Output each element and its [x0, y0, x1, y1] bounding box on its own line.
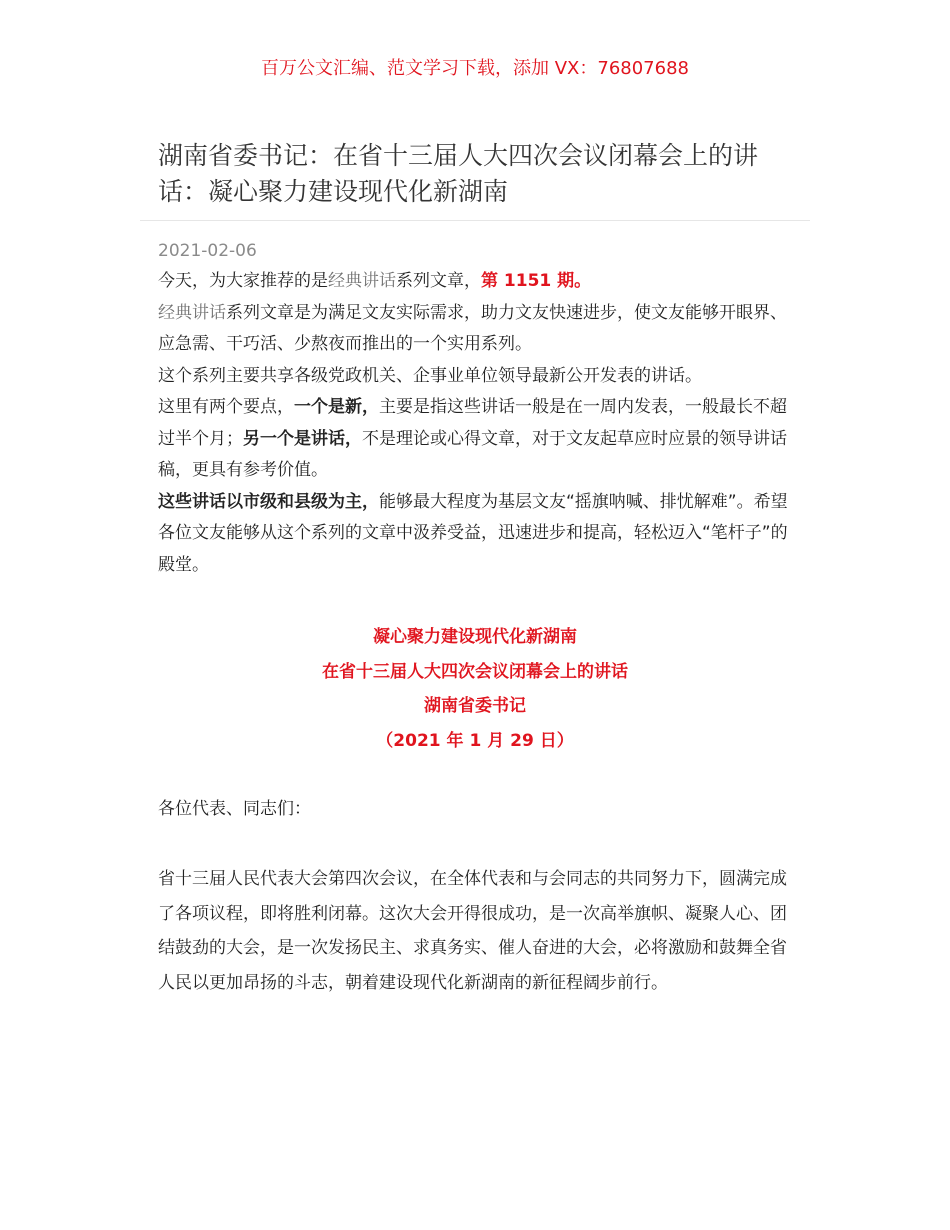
- speech-occasion: 在省十三届人大四次会议闭幕会上的讲话: [322, 661, 628, 682]
- title-divider: [140, 220, 810, 221]
- intro-paragraph-4: [158, 392, 798, 487]
- intro-paragraph-3: 这个系列主要共享各级党政机关、企事业单位领导最新公开发表的讲话。: [158, 365, 702, 386]
- point-speech: 另一个是讲话，: [243, 428, 362, 449]
- intro-p1-prefix: 今天，为大家推荐的是: [158, 271, 328, 291]
- speech-heading: [0, 620, 950, 758]
- issue-number: 第 1151 期。: [481, 271, 592, 291]
- intro-section: [158, 266, 798, 581]
- article-title: 湖南省委书记：在省十三届人大四次会议闭幕会上的讲话：凝心聚力建设现代化新湖南: [158, 141, 759, 206]
- intro-p5-bold: 这些讲话以市级和县级为主，: [158, 491, 379, 512]
- intro-paragraph-1: [158, 266, 798, 298]
- publish-date: 2021-02-06: [158, 241, 257, 261]
- watermark-text: 百万公文汇编、范文学习下载，添加 VX：76807688: [261, 58, 689, 79]
- salutation: 各位代表、同志们：: [158, 799, 311, 819]
- intro-p1-mid: 系列文章，: [396, 271, 481, 291]
- intro-p4-e: 不是理论或心得文章，对于文友起草应时应景的领导讲话稿，更具有参考价值。: [158, 428, 787, 480]
- intro-p5-rest: 能够最大程度为基层文友“摇旗呐喊、排忧解难”。希望各位文友能够从这个系列的文章中汲养受益，迅速进步和提高，轻松迈入“笔杆子”的殿堂。: [158, 491, 788, 575]
- speech-date: （2021 年 1 月 29 日）: [376, 730, 574, 751]
- point-new: 一个是新，: [294, 397, 379, 417]
- series-name: 经典讲话: [328, 271, 396, 291]
- intro-p4-a: 这里有两个要点，: [158, 397, 294, 417]
- intro-p4-c: 主要是指这些讲话一般是在一周内发表，一般最长不超过半个月；: [158, 397, 787, 449]
- intro-p2-rest: 系列文章是为满足文友实际需求，助力文友快速进步，使文友能够开眼界、应急需、干巧活、少熬夜而推出的一个实用系列。: [158, 302, 787, 354]
- speech-paragraph: 省十三届人民代表大会第四次会议，在全体代表和与会同志的共同努力下，圆满完成了各项议程，即将胜利闭幕。这次大会开得很成功，是一次高举旗帜、凝聚人心、团结鼓劲的大会，是一次发扬民主、求真务实、催人奋进的大会，必将激励和鼓舞全省人民以更加昂扬的斗志，朝着建设现代化新湖南的新征程阔步前行。: [158, 869, 787, 993]
- series-name: 经典讲话: [158, 302, 226, 323]
- speech-title: 凝心聚力建设现代化新湖南: [373, 627, 577, 647]
- intro-paragraph-2: [158, 298, 798, 361]
- speaker: 湖南省委书记: [424, 696, 526, 716]
- intro-paragraph-5: [158, 487, 798, 582]
